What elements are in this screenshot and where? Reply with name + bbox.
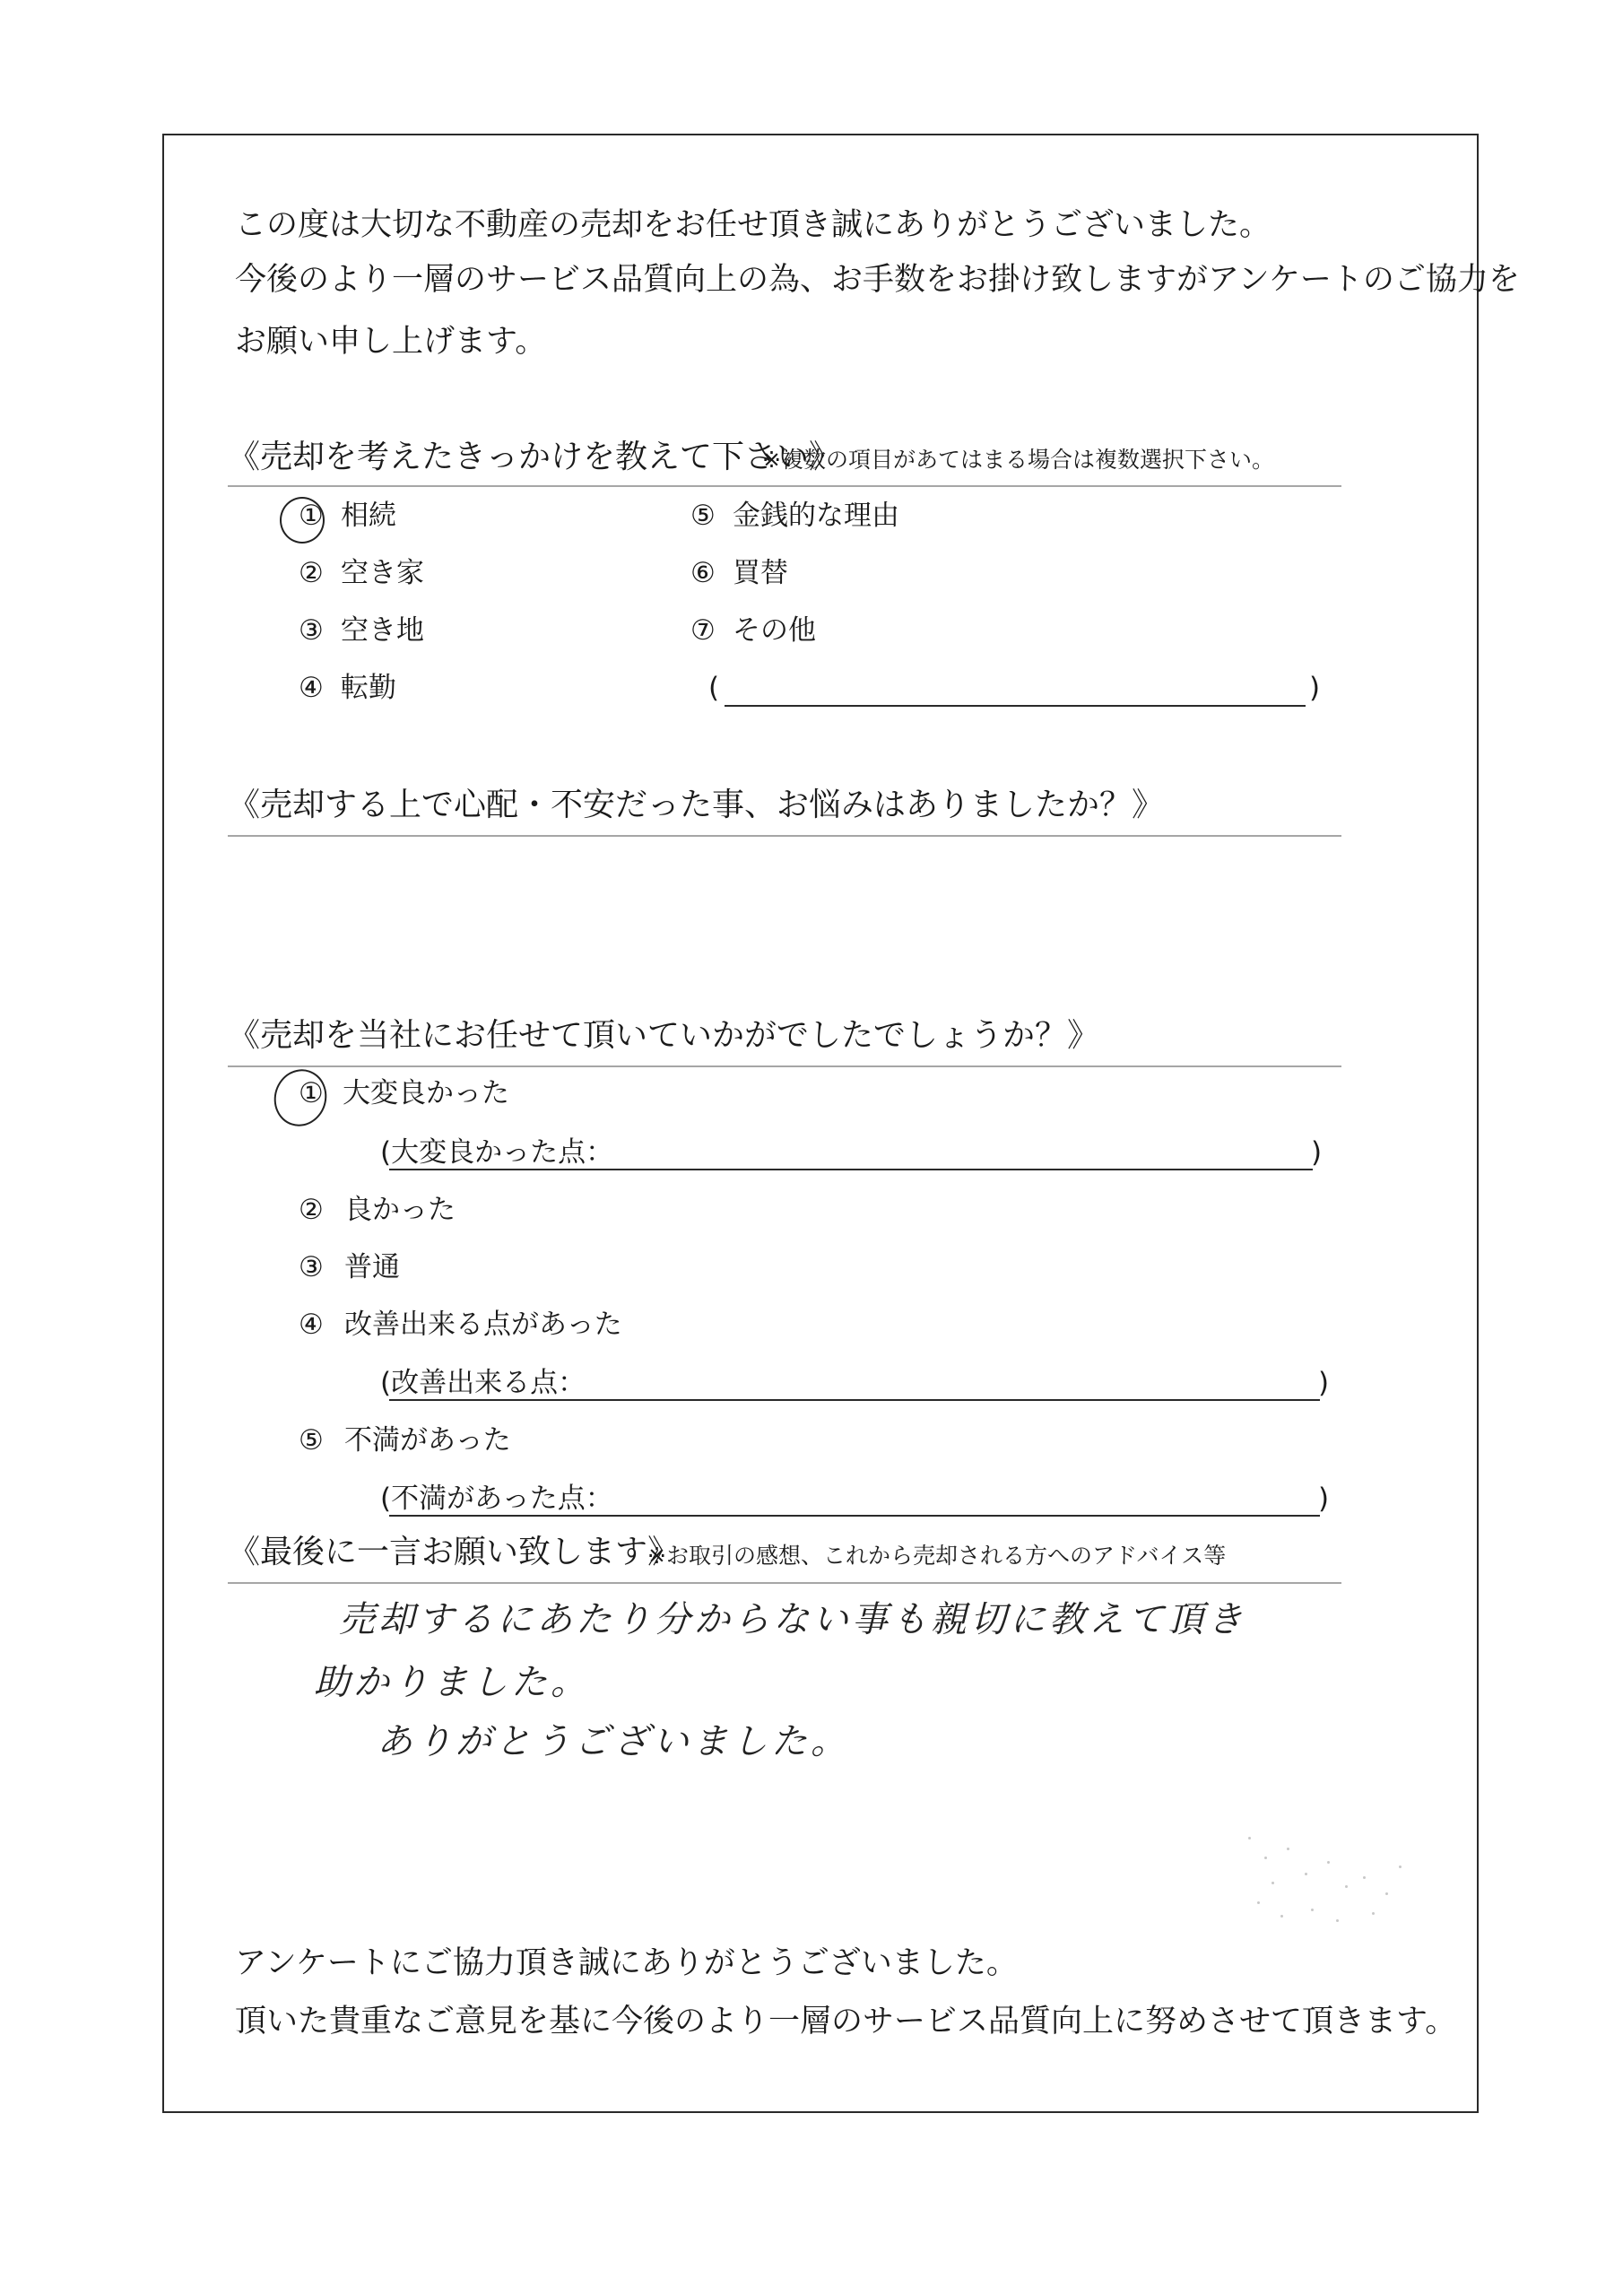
q1-option-6-label: 買替 — [733, 557, 788, 589]
q1-option-5-num[interactable]: ⑤ — [690, 500, 716, 532]
q1-note: ※複数の項目があてはまる場合は複数選択下さい。 — [762, 447, 1274, 473]
q1-option-3-label: 空き地 — [341, 614, 424, 647]
q2-divider — [228, 835, 1341, 837]
handwritten-comment-line-1: 売却するにあたり分からない事も親切に教えて頂き — [339, 1599, 1246, 1640]
q3-good-points-close: ) — [1311, 1136, 1323, 1169]
q4-note: ※お取引の感想、これから売却される方へのアドバイス等 — [647, 1543, 1227, 1569]
q1-divider — [228, 485, 1341, 487]
q3-option-5-num[interactable]: ⑤ — [299, 1424, 324, 1457]
q1-option-4-label: 転勤 — [341, 672, 396, 704]
q3-option-1-label: 大変良かった — [343, 1077, 509, 1109]
q4-title: 《最後に一言お願い致します》 — [228, 1534, 681, 1570]
q1-option-2-label: 空き家 — [341, 557, 424, 589]
intro-line-2: 今後のより一層のサービス品質向上の為、お手数をお掛け致しますがアンケートのご協力を — [235, 262, 1520, 298]
intro-line-1: この度は大切な不動産の売却をお任せ頂き誠にありがとうございました。 — [235, 207, 1271, 243]
q3-divider — [228, 1065, 1341, 1067]
q3-option-4-label: 改善出来る点があった — [344, 1309, 622, 1341]
q1-other-open: ( — [708, 672, 720, 704]
q1-option-4-num[interactable]: ④ — [299, 672, 324, 704]
q1-option-7-num[interactable]: ⑦ — [690, 614, 716, 647]
q1-option-1-num[interactable]: ① — [299, 500, 324, 532]
q3-option-1-num[interactable]: ① — [299, 1077, 324, 1109]
q1-option-7-label: その他 — [733, 614, 816, 647]
q3-good-points-line[interactable] — [389, 1169, 1313, 1170]
q3-good-points-label: (大変良かった点： — [380, 1136, 614, 1169]
q1-other-input-line[interactable] — [725, 705, 1306, 707]
q3-option-2-label: 良かった — [344, 1194, 456, 1226]
closing-line-2: 頂いた貴重なご意見を基に今後のより一層のサービス品質向上に努めさせて頂きます。 — [235, 2004, 1457, 2039]
q1-title: 《売却を考えたきっかけを教えて下さい》 — [228, 439, 842, 475]
q3-option-4-num[interactable]: ④ — [299, 1309, 324, 1341]
q2-answer-area[interactable] — [228, 843, 1341, 1004]
q3-option-5-label: 不満があった — [344, 1424, 511, 1457]
q3-improve-points-line[interactable] — [389, 1399, 1320, 1401]
handwritten-comment-line-3: ありがとうございました。 — [377, 1721, 850, 1762]
q1-option-1-label: 相続 — [341, 500, 396, 532]
q3-option-3-num[interactable]: ③ — [299, 1251, 324, 1283]
q1-option-2-num[interactable]: ② — [299, 557, 324, 589]
q4-divider — [228, 1582, 1341, 1584]
q2-title: 《売却する上で心配・不安だった事、お悩みはありましたか？》 — [228, 787, 1165, 823]
q3-dissatisfied-points-line[interactable] — [389, 1515, 1320, 1517]
survey-frame — [162, 134, 1479, 2113]
closing-line-1: アンケートにご協力頂き誠にありがとうございました。 — [235, 1945, 1018, 1981]
q1-option-3-num[interactable]: ③ — [299, 614, 324, 647]
q3-dissatisfied-points-close: ) — [1318, 1483, 1330, 1515]
q3-option-3-label: 普通 — [344, 1251, 400, 1283]
q3-improve-points-close: ) — [1318, 1367, 1330, 1399]
intro-line-3: お願い申し上げます。 — [235, 324, 547, 360]
q3-title: 《売却を当社にお任せて頂いていかがでしたでしょうか？》 — [228, 1017, 1100, 1054]
handwritten-comment-line-2: 助かりました。 — [314, 1662, 590, 1703]
q1-option-6-num[interactable]: ⑥ — [690, 557, 716, 589]
q1-other-close: ) — [1309, 672, 1321, 704]
q3-option-2-num[interactable]: ② — [299, 1194, 324, 1226]
q1-option-5-label: 金銭的な理由 — [733, 500, 899, 532]
q3-improve-points-label: (改善出来る点： — [380, 1367, 586, 1399]
q3-dissatisfied-points-label: (不満があった点： — [380, 1483, 613, 1515]
